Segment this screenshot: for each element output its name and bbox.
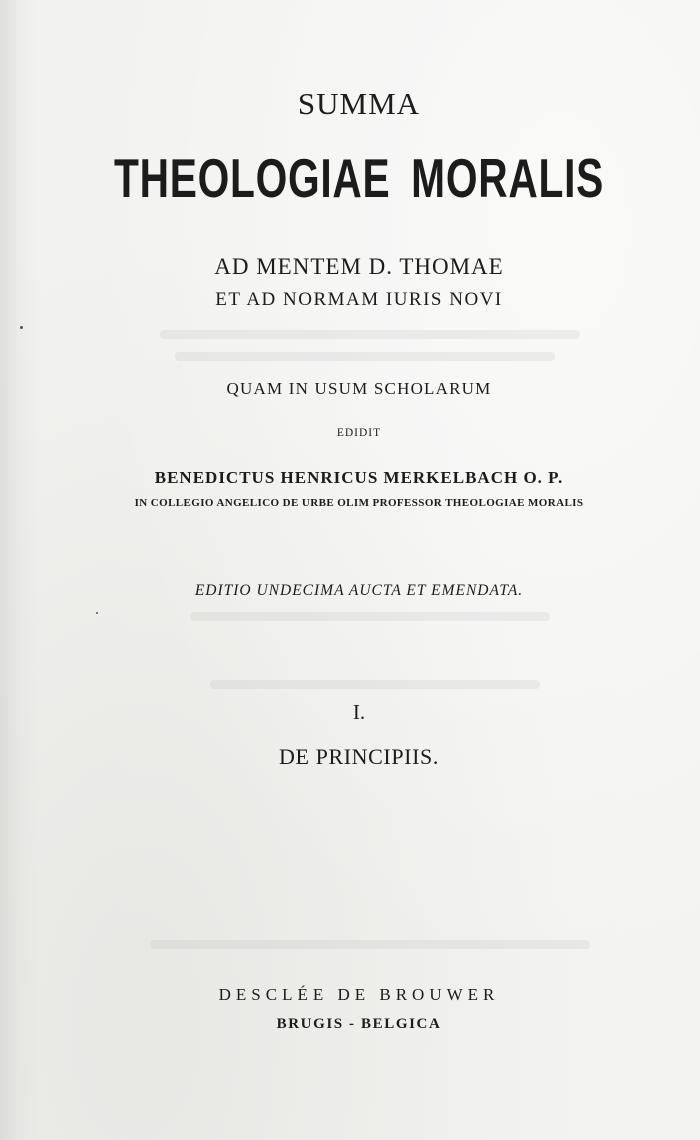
show-through-mark (210, 680, 540, 689)
main-title-part2: MORALIS (411, 147, 605, 209)
subtitle-line-2: ET AD NORMAM IURIS NOVI (215, 289, 503, 310)
volume-number: I. (352, 700, 366, 724)
author-name: BENEDICTUS HENRICUS MERKELBACH O. P. (154, 468, 564, 487)
author-affiliation: IN COLLEGIO ANGELICO DE URBE OLIM PROFESSOR THEOLOGIAE MORALIS (134, 497, 584, 509)
paper-speck (20, 326, 23, 329)
show-through-mark (160, 330, 580, 339)
show-through-mark (190, 612, 550, 621)
main-title (93, 146, 611, 210)
purpose-line: QUAM IN USUM SCHOLARUM (226, 379, 492, 398)
publication-place: BRUGIS - BELGICA (276, 1016, 442, 1032)
main-title-part1: THEOLOGIAE (113, 147, 391, 209)
show-through-mark (175, 352, 555, 361)
series-title: SUMMA (297, 86, 421, 121)
show-through-mark (150, 940, 590, 949)
publisher-name: DESCLÉE DE BROUWER (218, 985, 500, 1004)
subtitle-line-1: AD MENTEM D. THOMAE (214, 254, 504, 279)
paper-speck (96, 612, 98, 614)
edidit-line: EDIDIT (336, 427, 382, 439)
edition-statement: EDITIO UNDECIMA AUCTA ET EMENDATA. (194, 582, 524, 599)
volume-title: DE PRINCIPIIS. (279, 744, 439, 769)
